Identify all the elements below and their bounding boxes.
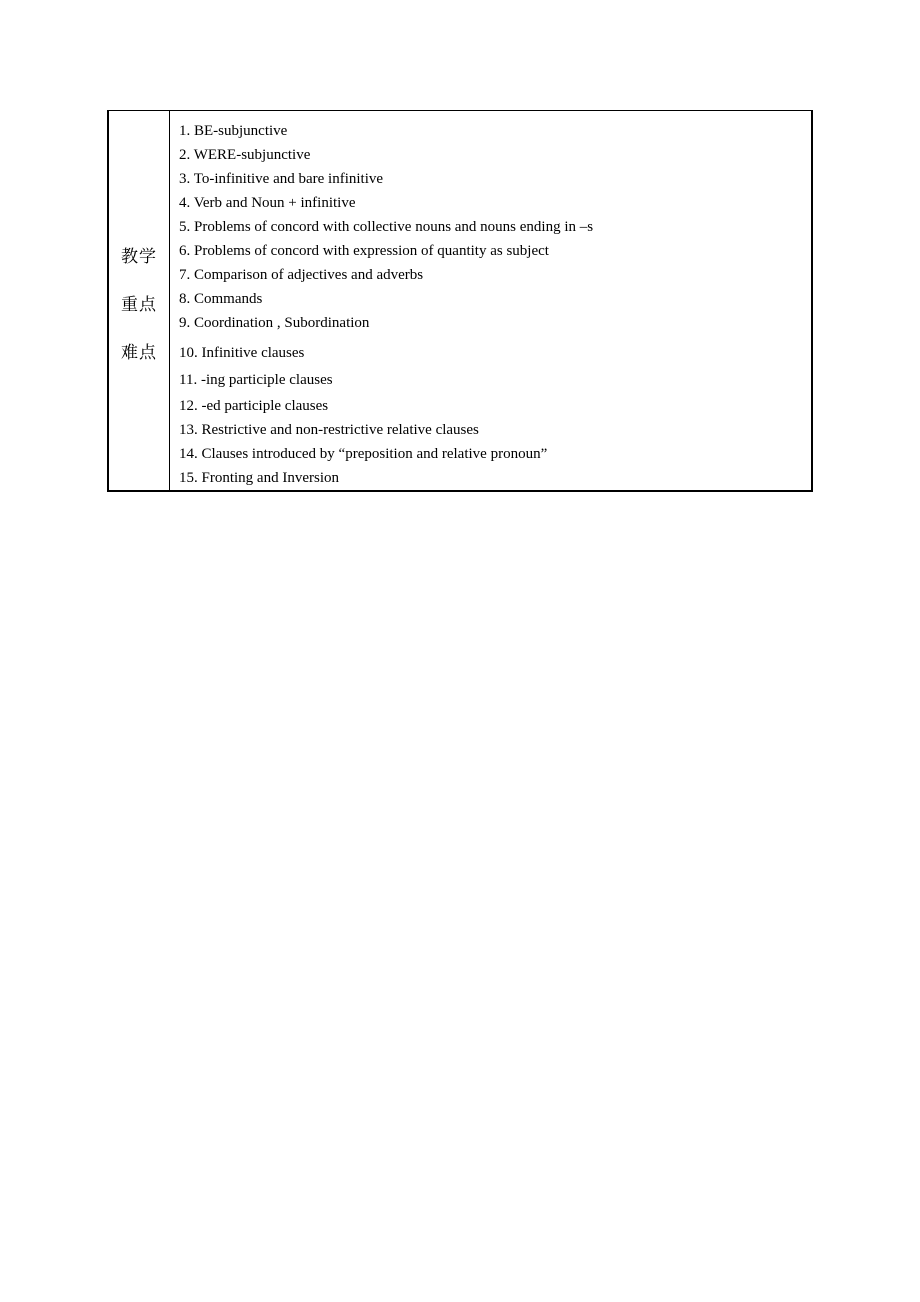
topic-item: 15. Fronting and Inversion [179,470,339,486]
topic-item: 2. WERE-subjunctive [179,147,311,163]
topic-item: 5. Problems of concord with collective nouns and nouns ending in –s [179,219,594,235]
topics-list-cell [170,111,811,490]
topic-item: 10. Infinitive clauses [179,345,305,361]
label-line-2: 重点 [121,294,157,315]
topic-item: 1. BE-subjunctive [179,123,288,139]
topic-item: 12. -ed participle clauses [179,398,329,414]
teaching-focus-table [107,110,813,492]
topic-item: 13. Restrictive and non-restrictive relative clauses [179,422,479,438]
topic-item: 4. Verb and Noun + infinitive [179,195,356,211]
topic-item: 3. To-infinitive and bare infinitive [179,171,384,187]
topic-item: 6. Problems of concord with expression of quantity as subject [179,243,549,259]
topic-item: 14. Clauses introduced by “preposition and relative pronoun” [179,446,548,462]
topic-item: 7. Comparison of adjectives and adverbs [179,267,424,283]
label-line-3: 难点 [121,342,157,363]
label-line-1: 教学 [121,246,157,267]
topic-item: 9. Coordination , Subordination [179,315,370,331]
topic-item: 8. Commands [179,291,263,307]
topic-item: 11. -ing participle clauses [179,372,333,388]
teaching-focus-label-cell [109,111,170,490]
